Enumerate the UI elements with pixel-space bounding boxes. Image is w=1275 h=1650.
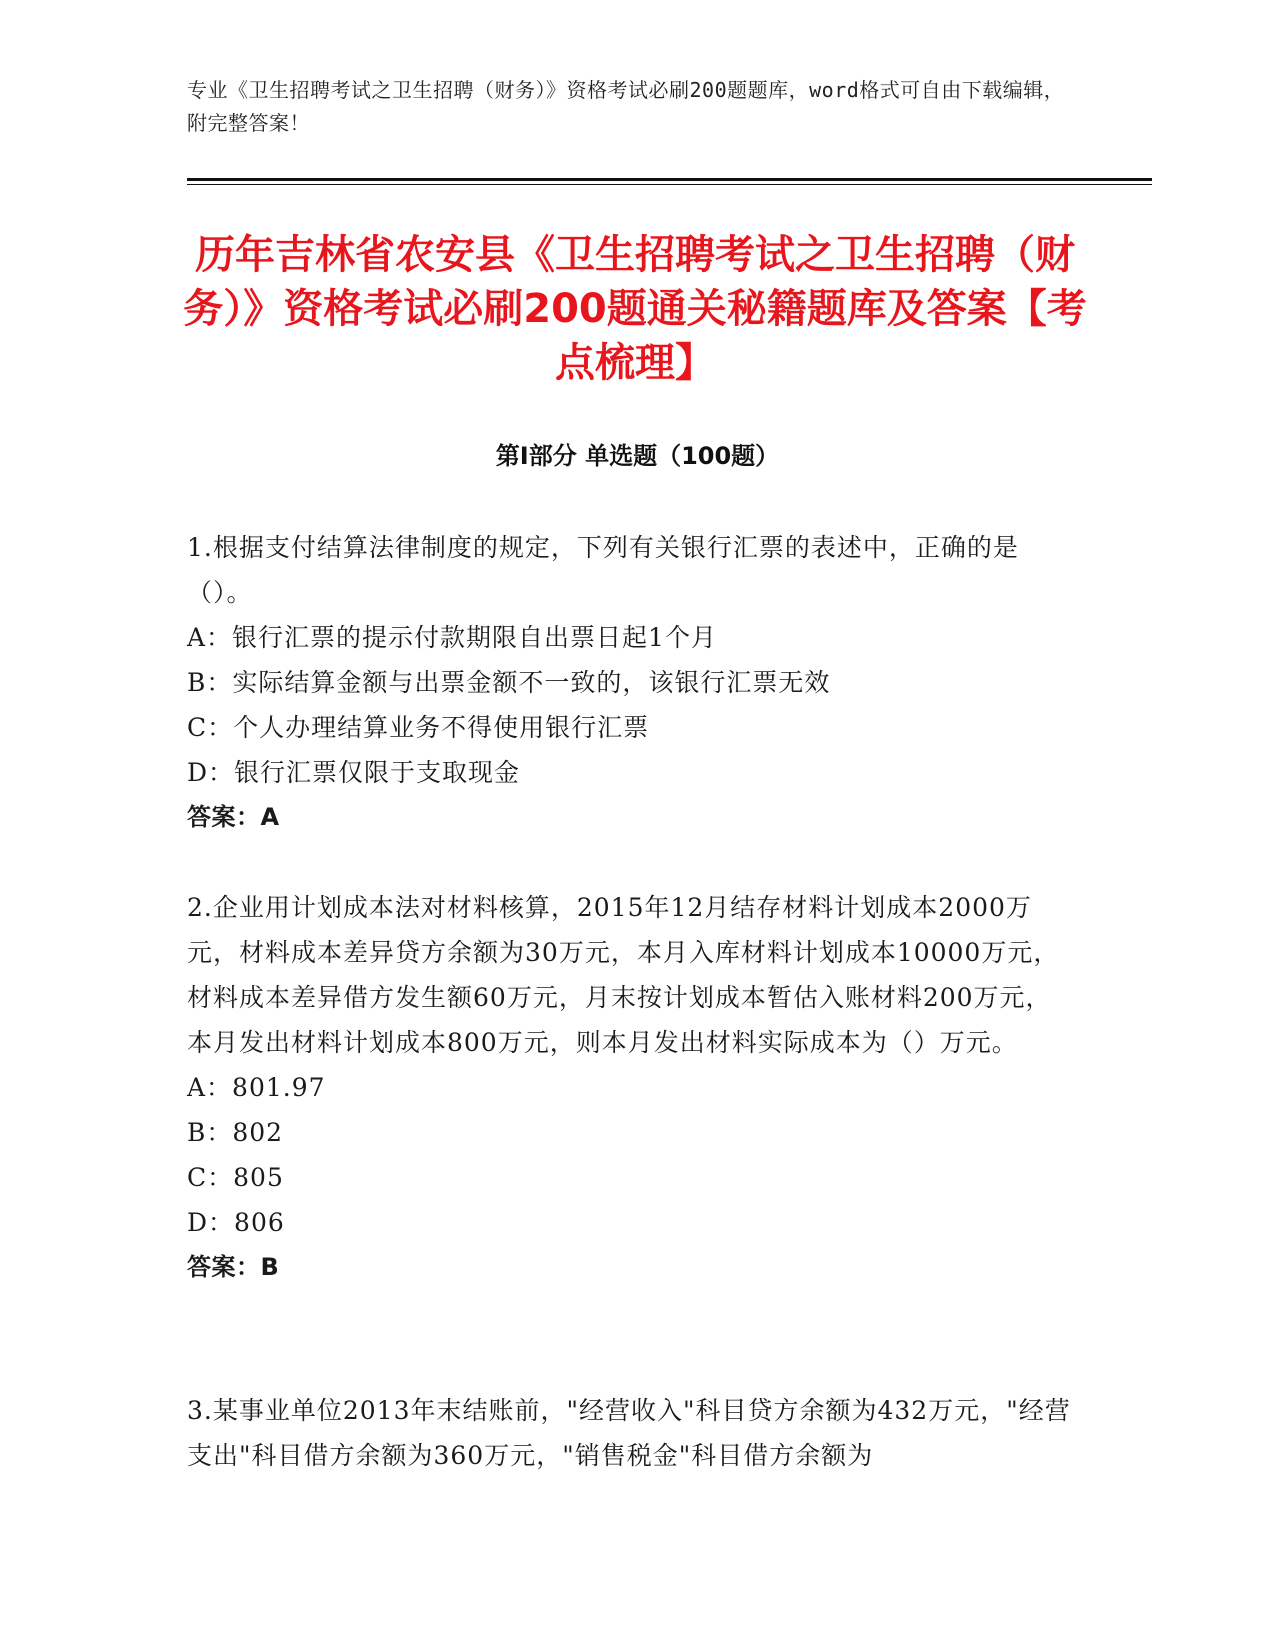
- answer-line: 答案：B: [187, 1253, 280, 1281]
- document-title: 历年吉林省农安县《卫生招聘考试之卫生招聘（财务）》资格考试必刷200题通关秘籍题库及答案【考点梳理】: [183, 232, 1087, 386]
- header-divider-thin: [187, 184, 1152, 185]
- question-1: [187, 525, 1077, 840]
- question-stem: 1.根据支付结算法律制度的规定，下列有关银行汇票的表述中，正确的是（）。: [187, 533, 1019, 607]
- question-2: [187, 885, 1077, 1290]
- option-b: B：802: [187, 1118, 284, 1147]
- option-c: C：805: [187, 1163, 284, 1192]
- header-note: 专业《卫生招聘考试之卫生招聘（财务）》资格考试必刷200题题库，word格式可自由下载编辑，附完整答案！: [187, 78, 1065, 135]
- option-a: A：银行汇票的提示付款期限自出票日起1个月: [187, 623, 717, 652]
- option-c: C：个人办理结算业务不得使用银行汇票: [187, 713, 650, 742]
- question-stem: 3.某事业单位2013年末结账前，"经营收入"科目贷方余额为432万元，"经营支出"科目借方余额为360万元，"销售税金"科目借方余额为: [187, 1396, 1071, 1470]
- option-d: D：银行汇票仅限于支取现金: [187, 758, 521, 787]
- header-divider-thick: [187, 178, 1152, 181]
- question-stem: 2.企业用计划成本法对材料核算，2015年12月结存材料计划成本2000万元，材料成本差异贷方余额为30万元，本月入库材料计划成本10000万元，材料成本差异借方发生额60万元，月末按计划成本暂估入账材料200万元，本月发出材料计划成本800万元，则本月发出材料实际成本为（）万元。: [187, 893, 1060, 1057]
- answer-line: 答案：A: [187, 803, 280, 831]
- section-heading: 第Ⅰ部分 单选题（100题）: [495, 442, 780, 470]
- question-3: [187, 1388, 1077, 1478]
- option-b: B：实际结算金额与出票金额不一致的，该银行汇票无效: [187, 668, 831, 697]
- option-a: A：801.97: [187, 1073, 326, 1102]
- option-d: D：806: [187, 1208, 285, 1237]
